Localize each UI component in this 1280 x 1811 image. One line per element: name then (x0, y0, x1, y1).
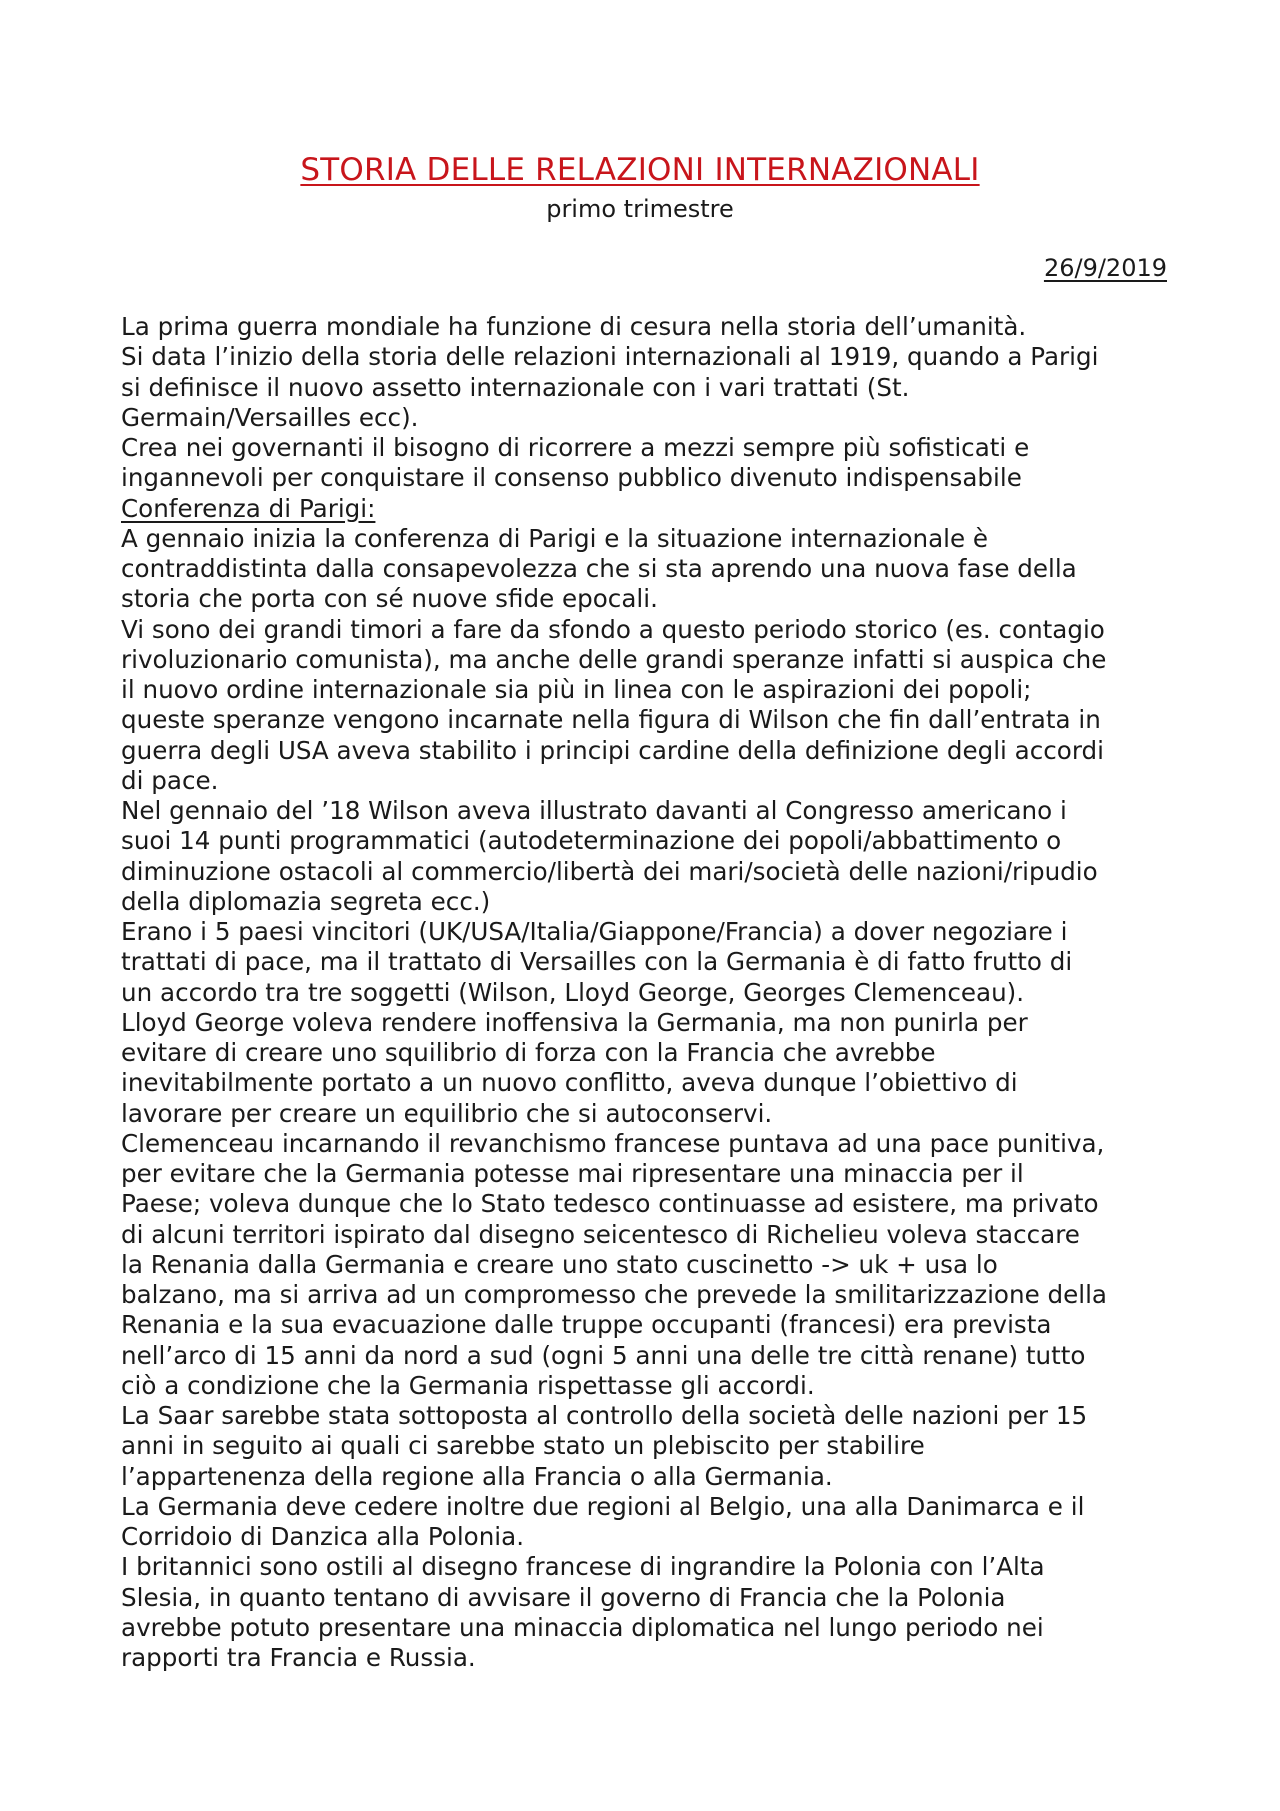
body-line: rivoluzionario comunista), ma anche delle grandi speranze infatti si auspica che (121, 644, 1107, 674)
body-line: evitare di creare uno squilibrio di forza con la Francia che avrebbe (121, 1038, 936, 1067)
body-line: lavorare per creare un equilibrio che si autoconservi. (121, 1098, 773, 1128)
body-line: La prima guerra mondiale ha funzione di cesura nella storia dell’umanità. (121, 312, 1027, 341)
body-line: ciò a condizione che la Germania rispettasse gli accordi. (121, 1370, 815, 1400)
body-line: queste speranze vengono incarnate nella figura di Wilson che fin dall’entrata in (121, 705, 1101, 735)
body-line: rapporti tra Francia e Russia. (121, 1643, 476, 1672)
body-line: Germain/Versailles ecc). (121, 402, 419, 432)
body-line: Si data l’inizio della storia delle relazioni internazionali al 1919, quando a Parigi (121, 342, 1099, 372)
body-line: storia che porta con sé nuove sfide epocali. (121, 584, 658, 614)
body-line: diminuzione ostacoli al commercio/libertà dei mari/società delle nazioni/ripudio (121, 856, 1098, 886)
document-body (121, 312, 1166, 1673)
body-line: La Saar sarebbe stata sottoposta al controllo della società delle nazioni per 15 (121, 1401, 1088, 1430)
document-date: 26/9/2019 (1043, 254, 1167, 282)
body-line: A gennaio inizia la conferenza di Parigi e la situazione internazionale è (121, 523, 989, 553)
body-line: Paese; voleva dunque che lo Stato tedesco continuasse ad esistere, ma privato (121, 1189, 1099, 1219)
body-line: l’appartenenza della regione alla Francia o alla Germania. (121, 1461, 833, 1491)
body-line: Renania e la sua evacuazione dalle truppe occupanti (francesi) era prevista (121, 1310, 1052, 1340)
body-line: di alcuni territori ispirato dal disegno seicentesco di Richelieu voleva staccare (121, 1219, 1080, 1249)
body-line: Nel gennaio del ’18 Wilson aveva illustrato davanti al Congresso americano i (121, 796, 1067, 825)
body-line: della diplomazia segreta ecc.) (121, 886, 491, 916)
body-line: trattati di pace, ma il trattato di Versailles con la Germania è di fatto frutto di (121, 947, 1073, 977)
body-line: per evitare che la Germania potesse mai ripresentare una minaccia per il (121, 1159, 1024, 1188)
body-line: Clemenceau incarnando il revanchismo francese puntava ad una pace punitiva, (121, 1128, 1105, 1158)
body-line: Crea nei governanti il bisogno di ricorrere a mezzi sempre più sofisticati e (121, 433, 1030, 462)
body-line: il nuovo ordine internazionale sia più in linea con le aspirazioni dei popoli; (121, 675, 1032, 704)
body-line: I britannici sono ostili al disegno francese di ingrandire la Polonia con l’Alta (121, 1552, 1045, 1582)
document-title: STORIA DELLE RELAZIONI INTERNAZIONALI (300, 152, 980, 188)
section-heading-text: Conferenza di Parigi: (121, 493, 376, 523)
body-line: suoi 14 punti programmatici (autodeterminazione dei popoli/abbattimento o (121, 826, 1062, 856)
section-heading-conferenza (121, 494, 1166, 524)
body-line: un accordo tra tre soggetti (Wilson, Lloyd George, Georges Clemenceau). (121, 977, 1025, 1007)
body-line: si definisce il nuovo assetto internazionale con i vari trattati (St. (121, 372, 910, 402)
body-line: ingannevoli per conquistare il consenso pubblico divenuto indispensabile (121, 463, 1022, 493)
body-line: La Germania deve cedere inoltre due regioni al Belgio, una alla Danimarca e il (121, 1491, 1085, 1521)
body-line: anni in seguito ai quali ci sarebbe stato un plebiscito per stabilire (121, 1431, 925, 1461)
body-line: nell’arco di 15 anni da nord a sud (ogni 5 anni una delle tre città renane) tutto (121, 1340, 1086, 1370)
body-line: Vi sono dei grandi timori a fare da sfondo a questo periodo storico (es. contagio (121, 614, 1105, 644)
body-line: inevitabilmente portato a un nuovo conflitto, aveva dunque l’obiettivo di (121, 1068, 1018, 1098)
body-line: Erano i 5 paesi vincitori (UK/USA/Italia/Giappone/Francia) a dover negoziare i (121, 917, 1068, 946)
body-line: balzano, ma si arriva ad un compromesso che prevede la smilitarizzazione della (121, 1280, 1107, 1309)
body-line: Corridoio di Danzica alla Polonia. (121, 1522, 525, 1551)
body-line: guerra degli USA aveva stabilito i principi cardine della definizione degli accordi (121, 735, 1104, 765)
body-line: avrebbe potuto presentare una minaccia diplomatica nel lungo periodo nei (121, 1612, 1044, 1642)
body-line: Slesia, in quanto tentano di avvisare il governo di Francia che la Polonia (121, 1582, 1006, 1612)
body-line: Lloyd George voleva rendere inoffensiva la Germania, ma non punirla per (121, 1007, 1028, 1037)
body-line: la Renania dalla Germania e creare uno stato cuscinetto -> uk + usa lo (121, 1249, 998, 1279)
body-line: contraddistinta dalla consapevolezza che si sta aprendo una nuova fase della (121, 554, 1077, 583)
document-subtitle: primo trimestre (546, 195, 734, 223)
body-line: di pace. (121, 765, 219, 795)
